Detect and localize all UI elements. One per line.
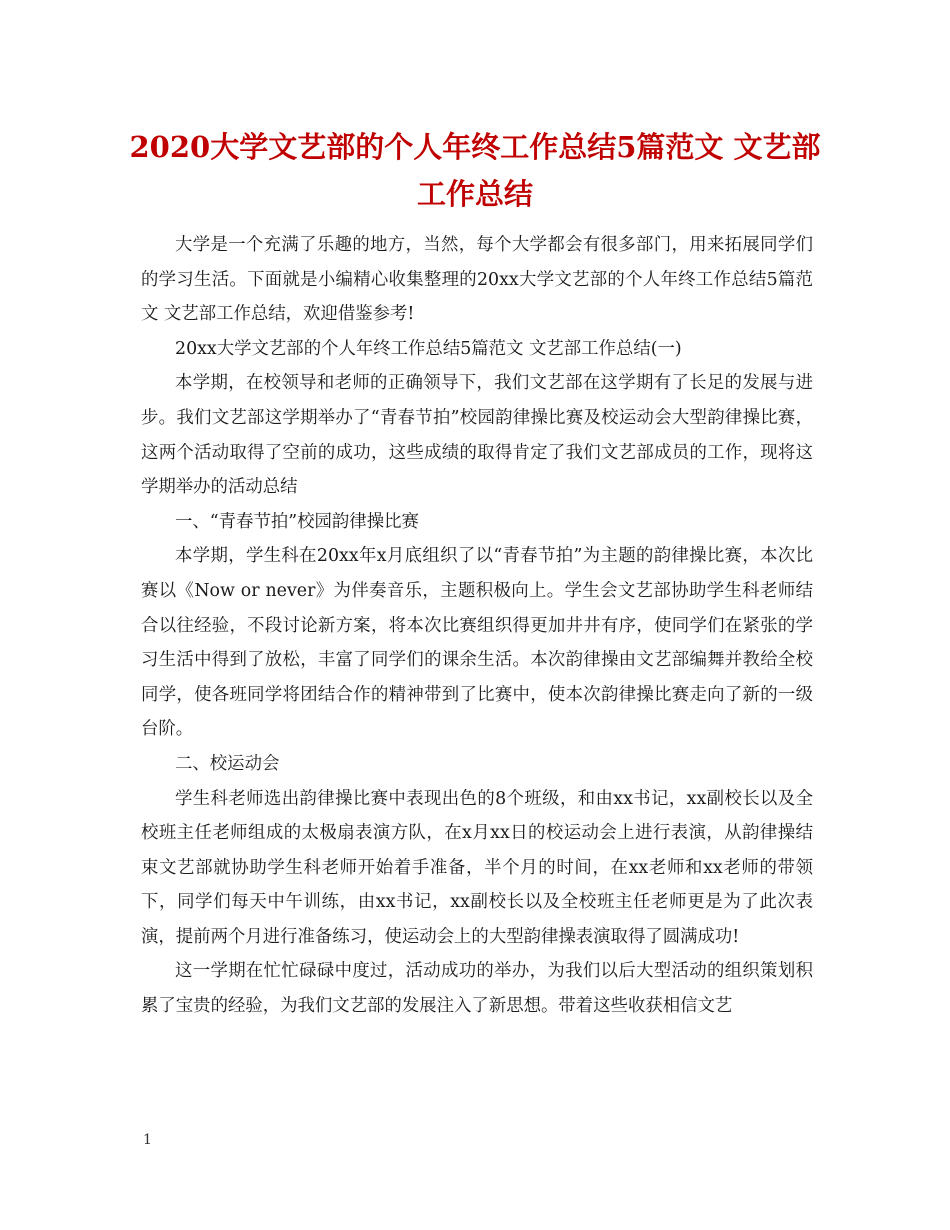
section-heading-1: 一、“青春节拍”校园韵律操比赛 <box>175 511 419 532</box>
paragraph-subtitle: 20xx大学文艺部的个人年终工作总结5篇范文 文艺部工作总结(一) <box>175 338 682 359</box>
section-heading-2: 二、校运动会 <box>175 753 280 774</box>
document-body <box>141 228 813 1024</box>
page-number: 1 <box>143 1132 152 1148</box>
title-line-2: 工作总结 <box>416 177 533 211</box>
paragraph-section-2: 学生科老师选出韵律操比赛中表现出色的8个班级，和由xx书记，xx副校长以及全校班主任老师组成的太极扇表演方队，在x月xx日的校运动会上进行表演，从韵律操结束文艺部就协助学生科老师开始着手准备，半个月的时间，在xx老师和xx老师的带领下，同学们每天中午训练，由xx书记，xx副校长以及全校班主任老师更是为了此次表演，提前两个月进行准备练习，使运动会上的大型韵律操表演取得了圆满成功! <box>141 788 813 947</box>
paragraph-intro: 大学是一个充满了乐趣的地方，当然，每个大学都会有很多部门，用来拓展同学们的学习生活。下面就是小编精心收集整理的20xx大学文艺部的个人年终工作总结5篇范文 文艺部工作总结，欢迎借鉴参考! <box>141 235 813 325</box>
paragraph-closing: 这一学期在忙忙碌碌中度过，活动成功的举办，为我们以后大型活动的组织策划积累了宝贵的经验，为我们文艺部的发展注入了新思想。带着这些收获相信文艺 <box>141 961 813 1017</box>
title-line-1: 2020大学文艺部的个人年终工作总结5篇范文 文艺部 <box>129 130 821 164</box>
paragraph-summary: 本学期，在校领导和老师的正确领导下，我们文艺部在这学期有了长足的发展与进步。我们文艺部这学期举办了“青春节拍”校园韵律操比赛及校运动会大型韵律操比赛，这两个活动取得了空前的成功，这些成绩的取得肯定了我们文艺部成员的工作，现将这学期举办的活动总结 <box>141 373 813 498</box>
paragraph-section-1: 本学期，学生科在20xx年x月底组织了以“青春节拍”为主题的韵律操比赛，本次比赛以《Now or never》为伴奏音乐，主题积极向上。学生会文艺部协助学生科老师结合以往经验，不段讨论新方案，将本次比赛组织得更加井井有序，使同学们在紧张的学习生活中得到了放松，丰富了同学们的课余生活。本次韵律操由文艺部编舞并教给全校同学，使各班同学将团结合作的精神带到了比赛中，使本次韵律操比赛走向了新的一级台阶。 <box>141 546 813 740</box>
document-title <box>100 124 850 218</box>
